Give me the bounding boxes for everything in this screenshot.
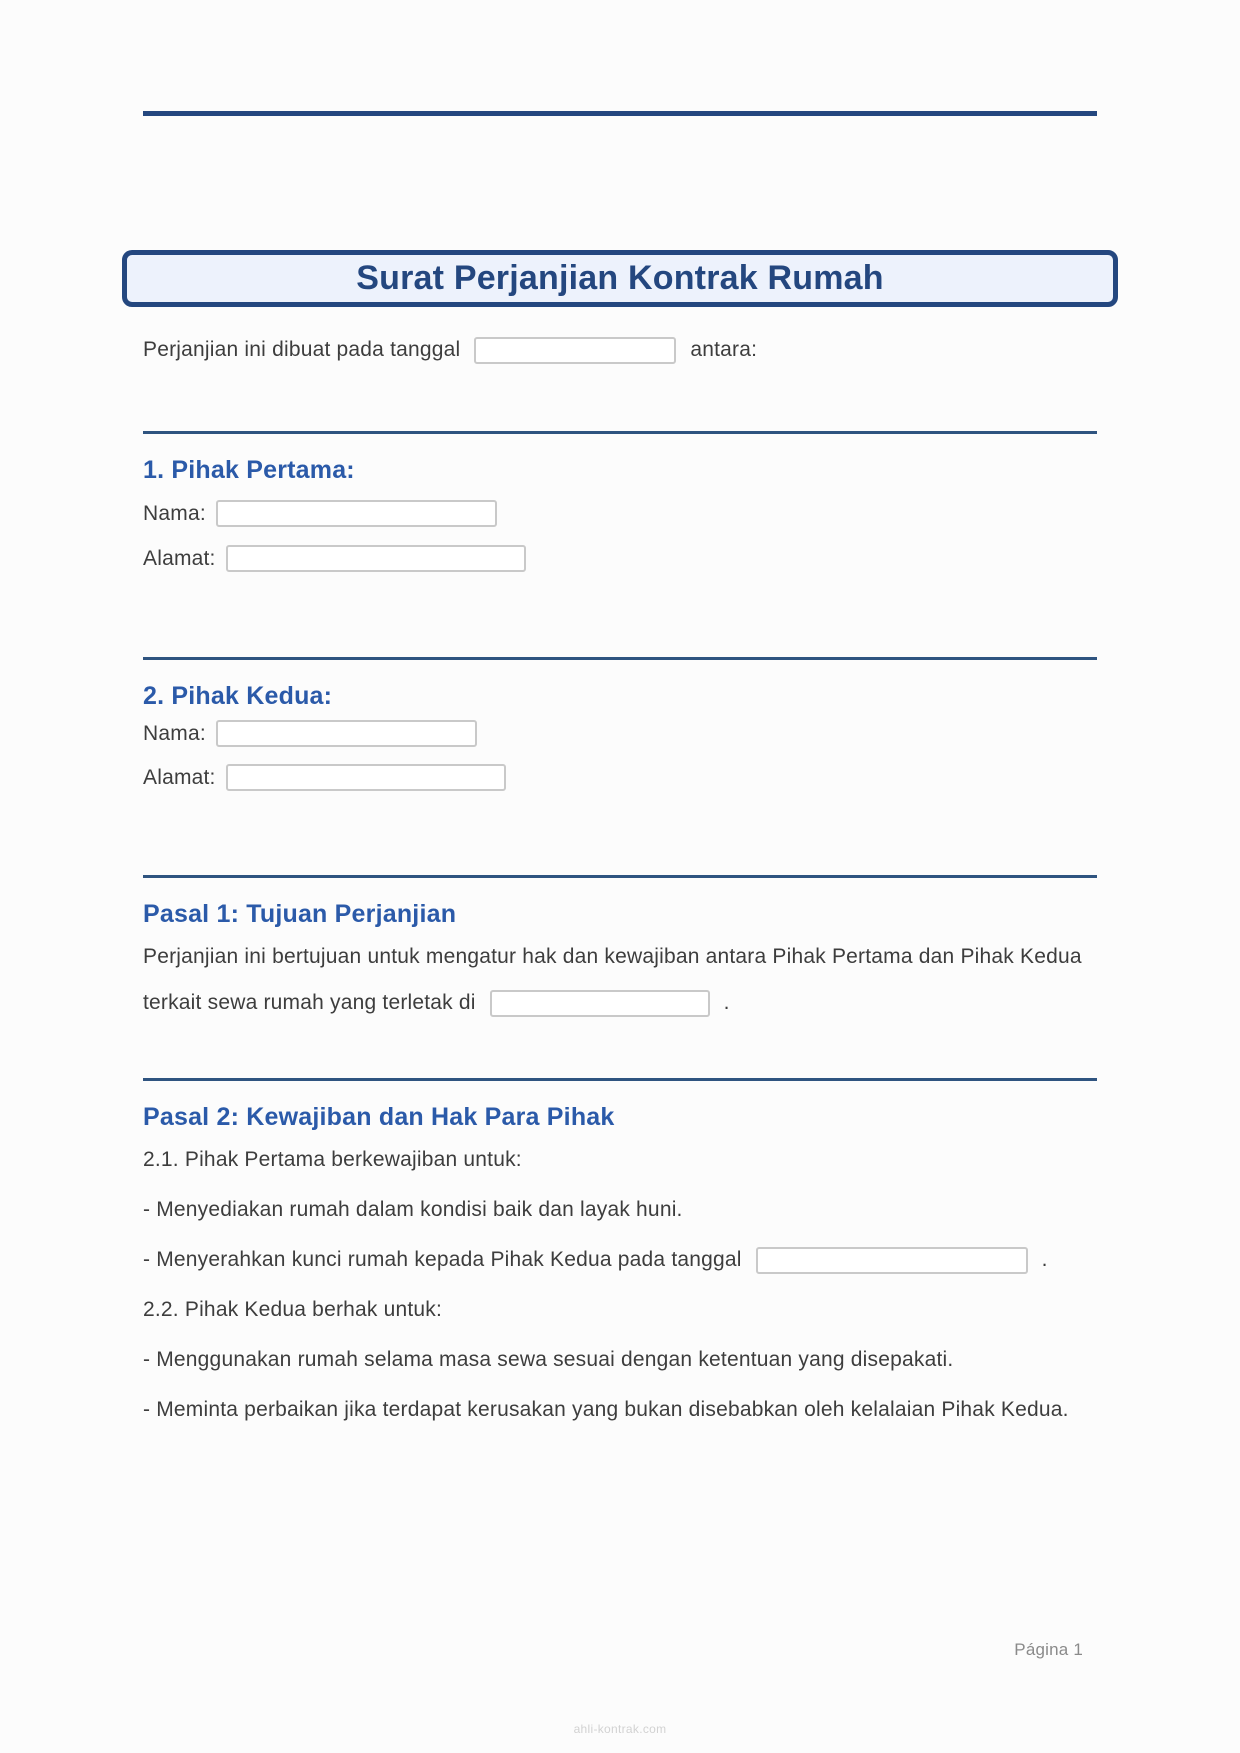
party1-alamat-label: Alamat: (143, 546, 216, 570)
pasal2-item-2-1: 2.1. Pihak Pertama berkewajiban untuk: (143, 1148, 522, 1171)
pasal1-heading: Pasal 1: Tujuan Perjanjian (143, 900, 457, 928)
party1-nama-label: Nama: (143, 501, 206, 525)
lokasi-rumah-input[interactable] (490, 990, 710, 1017)
section-divider (143, 657, 1097, 660)
party1-nama-row (143, 500, 1097, 527)
intro-text-after: antara: (690, 338, 758, 361)
party2-nama-input[interactable] (216, 720, 477, 747)
party1-nama-input[interactable] (216, 500, 497, 527)
party2-nama-label: Nama: (143, 721, 206, 745)
party1-alamat-input[interactable] (226, 545, 526, 572)
top-rule (143, 111, 1097, 116)
party2-heading: 2. Pihak Kedua: (143, 682, 333, 710)
document-title: Surat Perjanjian Kontrak Rumah (356, 259, 884, 297)
party1-heading: 1. Pihak Pertama: (143, 456, 355, 484)
watermark: ahli-kontrak.com (573, 1722, 667, 1736)
pasal2-heading: Pasal 2: Kewajiban dan Hak Para Pihak (143, 1103, 615, 1131)
pasal2-item-2-2-a: - Menggunakan rumah selama masa sewa sesuai dengan ketentuan yang disepakati. (143, 1348, 954, 1371)
intro-paragraph (143, 327, 1097, 373)
section-divider (143, 431, 1097, 434)
pasal2-item-2-1-b-after: . (1041, 1248, 1048, 1271)
page-number: Página 1 (1014, 1640, 1083, 1659)
pasal2-item-2-2-b: - Meminta perbaikan jika terdapat kerusakan yang bukan disebabkan oleh kelalaian Pihak Kedua. (143, 1398, 1069, 1421)
pasal2-item-2-1-a: - Menyediakan rumah dalam kondisi baik dan layak huni. (143, 1198, 683, 1221)
pasal1-paragraph (143, 934, 1097, 1026)
tanggal-pembuatan-input[interactable] (474, 337, 676, 364)
intro-text-before: Perjanjian ini dibuat pada tanggal (143, 338, 461, 361)
section-divider (143, 875, 1097, 878)
tanggal-serah-kunci-input[interactable] (756, 1247, 1028, 1274)
section-divider (143, 1078, 1097, 1081)
party2-alamat-input[interactable] (226, 764, 506, 791)
party2-nama-row (143, 720, 1097, 747)
pasal2-item-2-1-b-before: - Menyerahkan kunci rumah kepada Pihak Kedua pada tanggal (143, 1248, 742, 1271)
pasal1-text-after: . (723, 991, 730, 1014)
pasal2-item-2-2: 2.2. Pihak Kedua berhak untuk: (143, 1298, 443, 1321)
title-box (122, 250, 1118, 307)
pasal2-item-2-1-b (143, 1237, 1097, 1283)
party2-alamat-row (143, 764, 1097, 791)
party2-alamat-label: Alamat: (143, 765, 216, 789)
pasal1-text-before: Perjanjian ini bertujuan untuk mengatur hak dan kewajiban antara Pihak Pertama dan Pihak Kedua terkait sewa rumah yang terletak di (143, 945, 1082, 1014)
party1-alamat-row (143, 545, 1097, 572)
